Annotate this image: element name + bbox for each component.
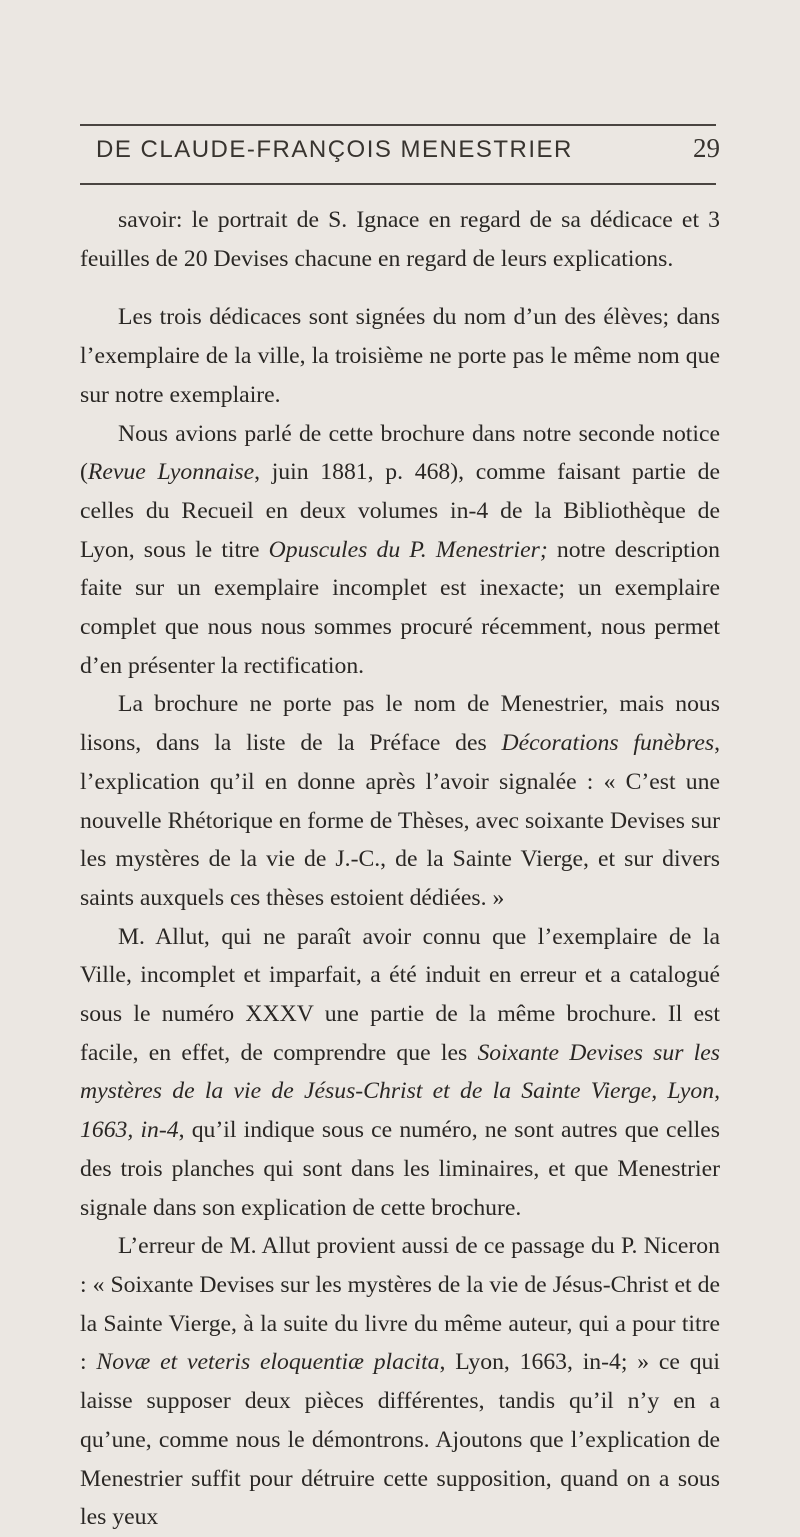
text-run: , qu’il indique sous ce numéro, ne sont autres que celles des trois planches qui sont dans les liminaires, et que Menestrier signale dans son explication de cette brochure.: [80, 1117, 720, 1221]
running-title: DE CLAUDE-FRANÇOIS MENESTRIER: [96, 136, 573, 163]
text-run: , Lyon, 1663, in-4; » ce qui laisse supposer deux pièces différentes, tandis qu’il n’y en a qu’une, comme nous le démontrons. Ajoutons que l’explication de Menestrier suffit pour détruire cette supposition, quand on a sous les yeux: [80, 1349, 720, 1531]
running-header: [96, 133, 720, 164]
italic-text: Novæ et veteris eloquentiæ placita: [96, 1349, 440, 1376]
text-run: Nous avions parlé de cette brochure dans notre seconde notice (: [80, 420, 720, 486]
text-run: savoir: le portrait de S. Ignace en regard de sa dédicace et 3 feuilles de 20 Devises chacune en regard de leurs explications.: [80, 207, 720, 272]
text-run: notre description faite sur un exemplaire incomplet est inexacte; un exemplaire complet que nous nous sommes procuré récemment, nous permet d’en présenter la rectification.: [80, 536, 720, 679]
paragraph: [80, 415, 720, 686]
paragraph: [80, 685, 720, 917]
italic-text: Revue Lyonnaise: [87, 459, 255, 486]
header-rule-bottom: [80, 183, 716, 185]
paragraph: [80, 201, 720, 278]
italic-text: Opuscules du P. Menestrier;: [268, 536, 548, 563]
text-run: La brochure ne porte pas le nom de Menestrier, mais nous lisons, dans la liste de la Préface des: [80, 691, 720, 757]
text-run: M. Allut, qui ne paraît avoir connu que l’exemplaire de la Ville, incomplet et imparfait, a été induit en erreur et a catalogué sous le numéro XXXV une partie de la même brochure. Il est facile, en effet, de comprendre que les: [80, 923, 720, 1066]
text-run: , l’explication qu’il en donne après l’avoir signalée : « C’est une nouvelle Rhétorique en forme de Thèses, avec soixante Devises sur les mystères de la vie de J.-C., de la Sainte Vierge, et sur divers saints auxquels ces thèses estoient dédiées. »: [80, 730, 720, 911]
text-run: , juin 1881, p. 468), comme faisant partie de celles du Recueil en deux volumes in-4 de la Bibliothèque de Lyon, sous le titre: [80, 459, 720, 563]
paragraph: [80, 1227, 720, 1537]
page-number: 29: [693, 133, 720, 163]
italic-text: Décorations funèbres: [501, 730, 715, 757]
text-run: L’erreur de M. Allut provient aussi de ce passage du P. Niceron : « Soixante Devises sur les mystères de la vie de Jésus-Christ et de la Sainte Vierge, à la suite du livre du même auteur, qui a pour titre :: [80, 1233, 720, 1376]
body-text: [80, 201, 720, 1537]
paragraph: [80, 298, 720, 414]
italic-text: Soixante Devises sur les mystères de la vie de Jésus-Christ et de la Sainte Vierge, Lyon, 1663, in-4: [80, 1039, 720, 1144]
header-rule-top: [80, 124, 716, 126]
paragraph: [80, 918, 720, 1228]
text-run: Les trois dédicaces sont signées du nom d’un des élèves; dans l’exemplaire de la ville, la troisième ne porte pas le même nom que sur notre exemplaire.: [80, 304, 720, 408]
